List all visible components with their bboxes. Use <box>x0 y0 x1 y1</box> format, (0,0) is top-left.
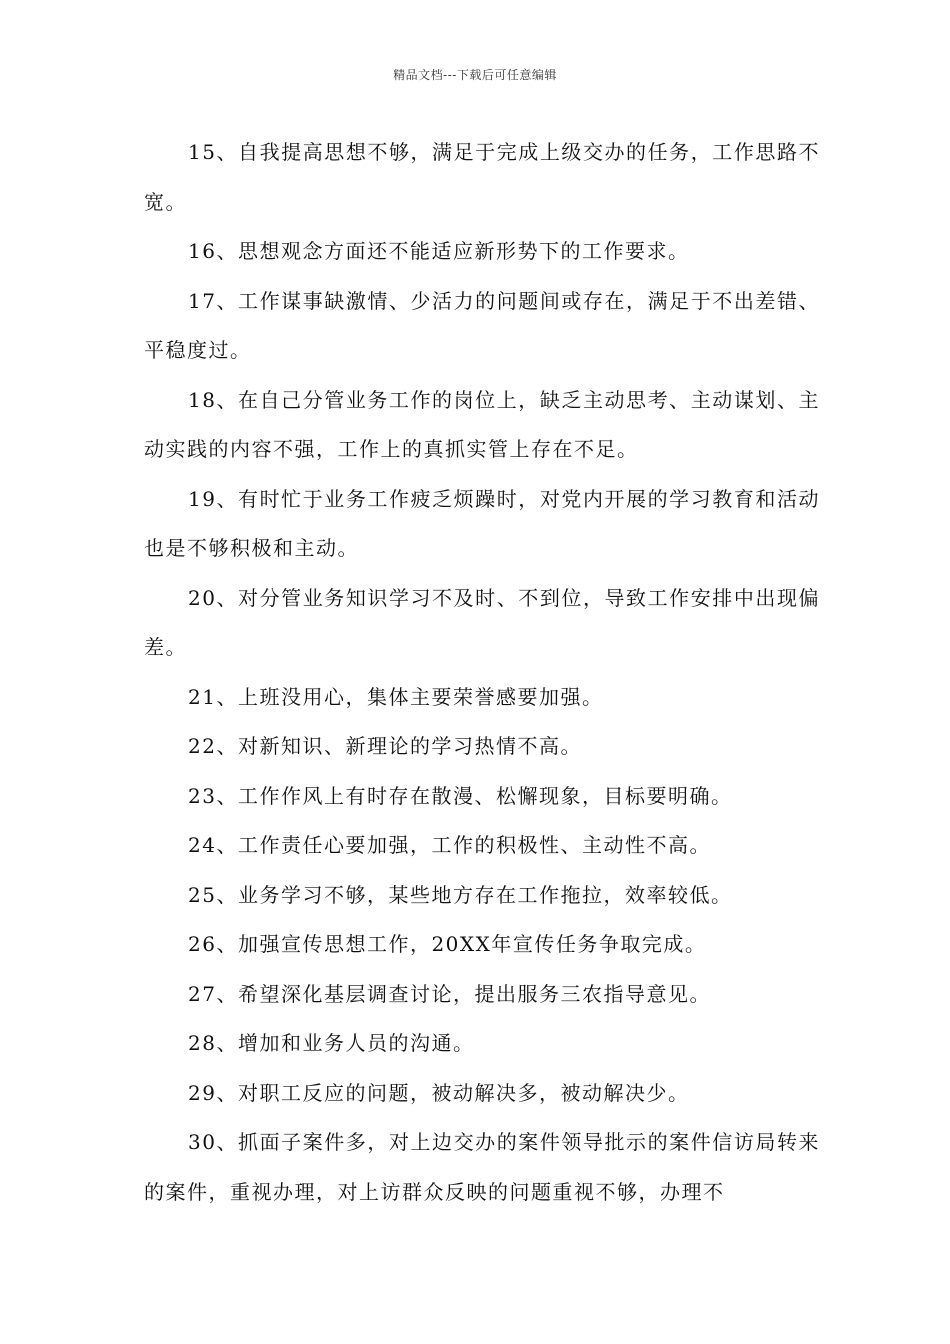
list-item: 28、增加和业务人员的沟通。 <box>188 1031 475 1055</box>
list-item: 17、工作谋事缺激情、少活力的问题间或存在，满足于不出差错、平稳度过。 <box>144 288 820 362</box>
list-item: 24、工作责任心要加强，工作的积极性、主动性不高。 <box>188 833 711 857</box>
list-item: 27、希望深化基层调查讨论，提出服务三农指导意见。 <box>188 981 711 1006</box>
list-item: 20、对分管业务知识学习不及时、不到位，导致工作安排中出现偏差。 <box>144 585 820 659</box>
list-item: 19、有时忙于业务工作疲乏烦躁时，对党内开展的学习教育和活动也是不够积极和主动。 <box>144 486 820 560</box>
list-item: 15、自我提高思想不够，满足于完成上级交办的任务，工作思路不宽。 <box>144 140 820 214</box>
list-item: 25、业务学习不够，某些地方存在工作拖拉，效率较低。 <box>188 882 733 907</box>
list-item: 29、对职工反应的问题，被动解决多，被动解决少。 <box>188 1080 690 1105</box>
document-body <box>144 128 820 1217</box>
list-item: 18、在自己分管业务工作的岗位上，缺乏主动思考、主动谋划、主动实践的内容不强，工作上的真抓实管上存在不足。 <box>144 387 820 461</box>
list-item: 23、工作作风上有时存在散漫、松懈现象，目标要明确。 <box>188 783 733 808</box>
list-item: 26、加强宣传思想工作，20XX年宣传任务争取完成。 <box>188 932 707 956</box>
page-header: 精品文档---下载后可任意编辑 <box>393 68 557 82</box>
list-item: 22、对新知识、新理论的学习热情不高。 <box>188 734 582 758</box>
list-item: 21、上班没用心，集体主要荣誉感要加强。 <box>188 684 604 709</box>
list-item: 30、抓面子案件多，对上边交办的案件领导批示的案件信访局转来的案件，重视办理，对上访群众反映的问题重视不够，办理不 <box>144 1130 820 1204</box>
list-item: 16、思想观念方面还不能适应新形势下的工作要求。 <box>188 239 690 263</box>
